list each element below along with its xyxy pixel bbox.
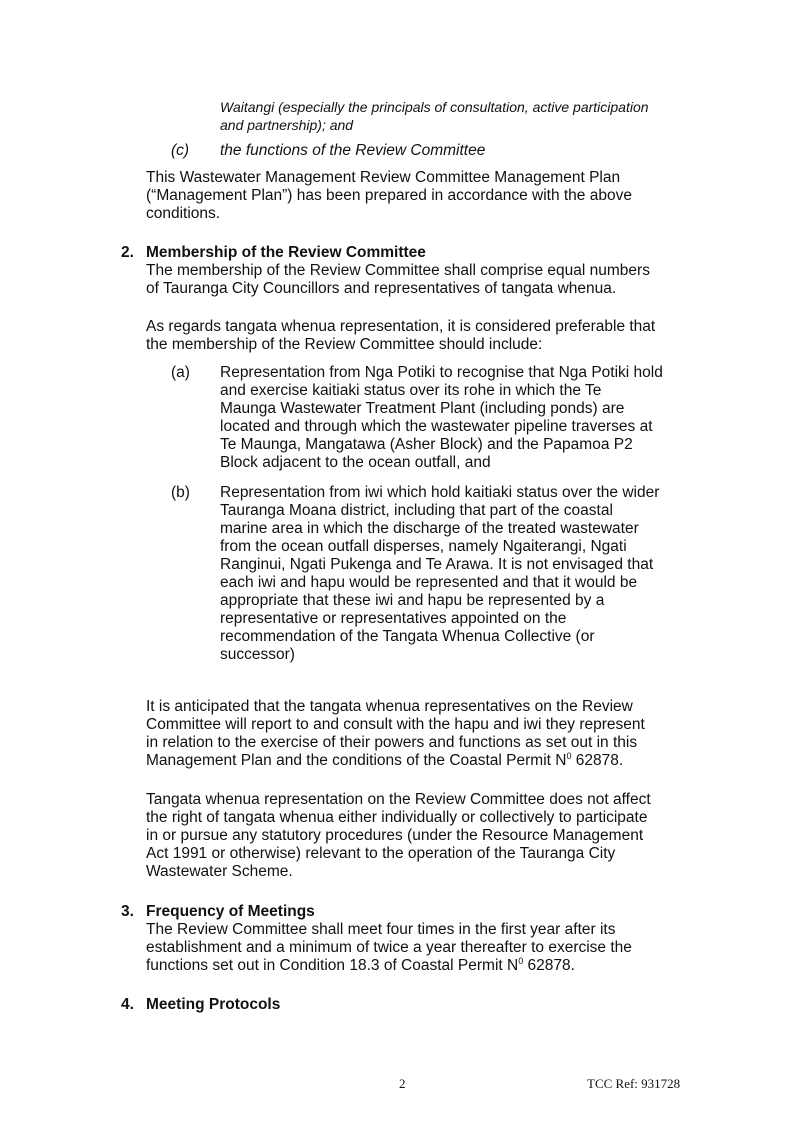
section-3-heading: Frequency of Meetings <box>146 903 315 920</box>
text-line: Committee will report to and consult with the hapu and iwi they represent <box>146 716 645 733</box>
text-line: from the ocean outfall disperses, namely Ngaiterangi, Ngati <box>220 538 627 555</box>
text-line: of Tauranga City Councillors and representatives of tangata whenua. <box>146 280 617 297</box>
intro-italic-text <box>220 98 649 134</box>
text-line: It is anticipated that the tangata whenua representatives on the Review <box>146 698 633 715</box>
section-2-paragraph-1 <box>146 262 650 298</box>
section-2-paragraph-4 <box>146 791 651 881</box>
text-line: The Review Committee shall meet four times in the first year after its <box>146 921 616 938</box>
text-line: (“Management Plan”) has been prepared in accordance with the above <box>146 187 632 204</box>
text-line: in or pursue any statutory procedures (under the Resource Management <box>146 827 644 844</box>
text-line <box>146 752 645 770</box>
text-line: Representation from Nga Potiki to recognise that Nga Potiki hold <box>220 364 663 381</box>
superscript: 0 <box>518 955 524 966</box>
text-line: the membership of the Review Committee should include: <box>146 336 543 353</box>
text-line: conditions. <box>146 205 221 222</box>
text-line: Te Maunga, Mangatawa (Asher Block) and the Papamoa P2 <box>220 436 633 453</box>
text-segment: 62878. <box>523 957 575 974</box>
section-3-number: 3. <box>121 903 134 920</box>
item-b-label: (b) <box>171 484 190 501</box>
text-segment: functions set out in Condition 18.3 of Coastal Permit N <box>146 957 519 974</box>
text-line: successor) <box>220 646 295 663</box>
text-line: the right of tangata whenua either individually or collectively to participate <box>146 809 648 826</box>
text-line: Act 1991 or otherwise) relevant to the operation of the Tauranga City <box>146 845 616 862</box>
text-line: This Wastewater Management Review Committee Management Plan <box>146 169 621 186</box>
text-line: in relation to the exercise of their powers and functions as set out in this <box>146 734 638 751</box>
text-line: marine area in which the discharge of the treated wastewater <box>220 520 639 537</box>
text-line: Maunga Wastewater Treatment Plant (including ponds) are <box>220 400 625 417</box>
item-b-text <box>220 484 659 664</box>
section-2-heading: Membership of the Review Committee <box>146 244 426 261</box>
text-line: As regards tangata whenua representation, it is considered preferable that <box>146 318 656 335</box>
intro-paragraph <box>146 169 632 223</box>
section-4-heading: Meeting Protocols <box>146 996 281 1013</box>
item-c-label: (c) <box>171 142 190 159</box>
text-line: and exercise kaitiaki status over its rohe in which the Te <box>220 382 602 399</box>
text-line: representative or representatives appointed on the <box>220 610 567 627</box>
page-number: 2 <box>399 1076 406 1091</box>
document-reference: TCC Ref: 931728 <box>587 1076 681 1091</box>
text-line: each iwi and hapu would be represented and that it would be <box>220 574 638 591</box>
text-line: and partnership); and <box>220 117 354 133</box>
text-line: The membership of the Review Committee shall comprise equal numbers <box>146 262 650 279</box>
item-c-text: the functions of the Review Committee <box>220 142 486 159</box>
text-line: appropriate that these iwi and hapu be represented by a <box>220 592 605 609</box>
text-line: Block adjacent to the ocean outfall, and <box>220 454 491 471</box>
text-line: Tauranga Moana district, including that part of the coastal <box>220 502 613 519</box>
section-2-number: 2. <box>121 244 134 261</box>
text-segment: Management Plan and the conditions of the Coastal Permit N <box>146 752 567 769</box>
text-line: Waitangi (especially the principals of consultation, active participation <box>220 99 649 115</box>
text-line: Ranginui, Ngati Pukenga and Te Arawa. It is not envisaged that <box>220 556 654 573</box>
text-line: recommendation of the Tangata Whenua Collective (or <box>220 628 595 645</box>
text-line <box>146 957 632 975</box>
superscript: 0 <box>566 750 572 761</box>
text-line: establishment and a minimum of twice a year thereafter to exercise the <box>146 939 632 956</box>
item-a-text <box>220 364 663 472</box>
text-segment: 62878. <box>571 752 624 769</box>
section-2-paragraph-2 <box>146 318 655 354</box>
text-line: Wastewater Scheme. <box>146 863 293 880</box>
section-2-paragraph-3 <box>146 698 645 770</box>
item-a-label: (a) <box>171 364 190 381</box>
section-4-number: 4. <box>121 996 134 1013</box>
text-line: located and through which the wastewater pipeline traverses at <box>220 418 653 435</box>
section-3-paragraph <box>146 921 632 975</box>
text-line: Tangata whenua representation on the Review Committee does not affect <box>146 791 651 808</box>
text-line: Representation from iwi which hold kaitiaki status over the wider <box>220 484 660 501</box>
